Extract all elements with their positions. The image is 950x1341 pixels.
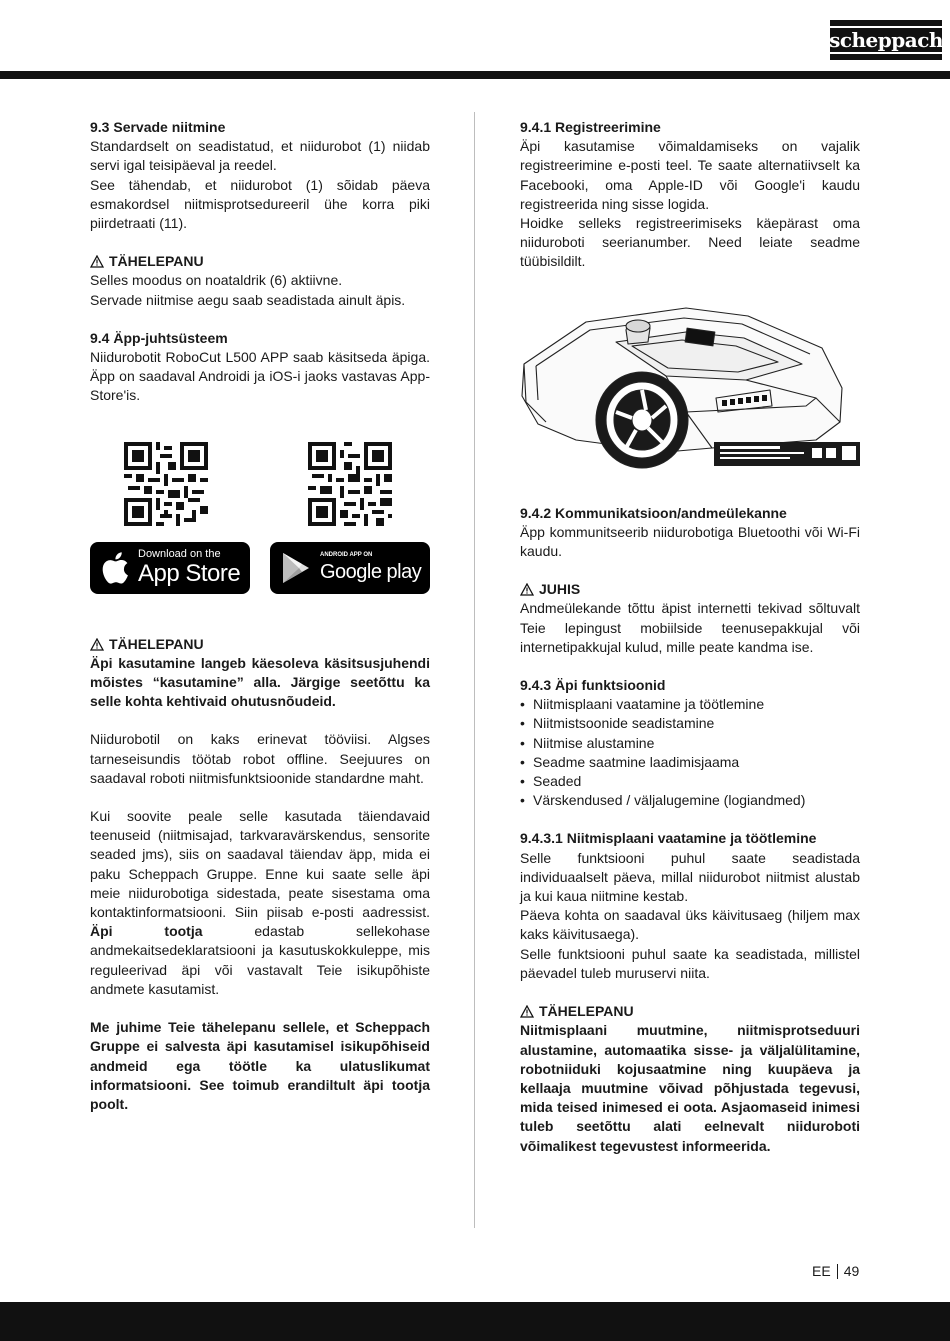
qr-codes: [124, 442, 392, 526]
warning-heading: TÄHELEPANU: [90, 635, 430, 654]
section-9-4-3-1-title: 9.4.3.1 Niitmisplaani vaatamine ja töötlemine: [520, 830, 817, 847]
google-play-badge[interactable]: ANDROID APP ON Google play: [270, 542, 430, 594]
section-9-3-title: 9.3 Servade niitmine: [90, 119, 226, 135]
warning-heading: TÄHELEPANU: [520, 1002, 860, 1021]
page-number: EE 49: [812, 1263, 860, 1279]
app-store-badge[interactable]: Download on the App Store: [90, 542, 250, 594]
section-9-4-1-p2: Hoidke selleks registreerimiseks käepärast oma niiduroboti seerianumber. Need leiate seadme tüübisildilt.: [520, 215, 860, 270]
list-item: • Seaded: [520, 772, 860, 791]
section-9-4-2-p1: Äpp kommunitseerib niidurobotiga Bluetoothi või Wi-Fi kaudu.: [520, 523, 860, 560]
header-rule: [0, 71, 950, 79]
app-store-badges: [90, 542, 430, 594]
qr-code-icon: [124, 442, 208, 526]
warning-2-text: Äpi kasutamine langeb käesoleva käsitsusjuhendi mõistes “kasutamine” alla. Järgige seetõttu ka selle kohta kehtivaid ohutusnõudeid.: [90, 654, 430, 710]
apple-icon: [100, 551, 130, 585]
list-item: • Niitmistsoonide seadistamine: [520, 714, 860, 733]
section-9-4-3-1-p3: Selle funktsiooni puhul saate ka seadistada, millistel päevadel tuleb muruservi niita.: [520, 945, 860, 981]
list-item: • Niitmisplaani vaatamine ja töötlemine: [520, 695, 860, 714]
section-9-4-p1: Niidurobotit RoboCut L500 APP saab käsitseda äpiga. Äpp on saadaval Androidi ja iOS-i jaoks vastavas App-Store'is.: [90, 349, 430, 404]
list-item: • Seadme saatmine laadimisjaama: [520, 753, 860, 772]
section-9-4-3-1-p2: Päeva kohta on saadaval üks käivitusaeg (hiljem max kaks käivitusaega).: [520, 907, 860, 943]
footer-bar: [0, 1302, 950, 1341]
column-divider: [474, 112, 475, 1228]
robot-mower-illustration: [516, 302, 864, 480]
left-column: [90, 118, 430, 1114]
warning-triangle-icon: [90, 638, 104, 651]
warning-1-line-1: Selles moodus on noataldrik (6) aktiivne.: [90, 272, 343, 289]
warning-1-line-2: Servade niitmise aegu saab seadistada ainult äpis.: [90, 291, 406, 308]
section-9-4-1-p1: Äpi kasutamise võimaldamiseks on vajalik registreerimine e-posti teel. Te saate alternatiivselt ka Facebooki, oma Apple-ID või Google'i kaudu registreerida ning sisse logida.: [520, 138, 860, 212]
section-9-3-p2: See tähendab, et niidurobot (1) sõidab päeva esmakordsel niitmisprotsedureeril ühe korra piki piirdetraati (11).: [90, 176, 430, 232]
warning-3-text: Niitmisplaani muutmine, niitmisprotseduuri alustamine, automaatika sisse- ja väljalülitamine, robotniiduki kojusaatmine ning kuupäeva ja kellaaja muutmine võivad põhjustada tegevusi, mida teised inimesed ei oota. Asjaomaseid inimesi tuleb seetõttu alati eelnevalt niiduroboti võimalikest tegevustest informeerida.: [520, 1022, 860, 1154]
section-9-4-title: 9.4 Äpp-juhtsüsteem: [90, 329, 228, 346]
section-9-3-p1: Standardselt on seadistatud, et niidurobot (1) niidab servi igal teisipäeval ja reedel.: [90, 138, 430, 174]
scheppach-logo: scheppach: [830, 20, 942, 60]
right-column: [520, 118, 860, 1156]
section-9-4-3-title: 9.4.3 Äpi funktsioonid: [520, 677, 666, 694]
note-heading: JUHIS: [520, 580, 860, 599]
warning-triangle-icon: [520, 1005, 534, 1018]
list-item: • Värskendused / väljalugemine (logiandmed): [520, 791, 860, 810]
warning-triangle-icon: [90, 255, 104, 268]
section-9-4-1-title: 9.4.1 Registreerimine: [520, 119, 661, 135]
modes-paragraph: Niidurobotil on kaks erinevat tööviisi. Algses tarneseisundis töötab robot offline. Seejuures on saadaval roboti niitmisfunktsioonide standardne maht.: [90, 731, 430, 786]
list-item: • Niitmise alustamine: [520, 734, 860, 753]
warning-triangle-icon: [520, 583, 534, 596]
google-play-icon: [280, 551, 312, 585]
extra-services-paragraph: Kui soovite peale selle kasutada täiendavaid teenuseid (niitmisajad, tarkvaravärskendus, sensorite seaded jms), siis on saadaval täiendav äpp, mida ei paku Scheppach Gruppe. Enne kui saate selle äpi meie niidurobotiga sidestada, peate sisestama oma kontaktinformatsiooni. Siin piisab e-posti aadressist. Äpi tootja edastab sellekohase andmekaitsedeklaratsiooni ja kasutuskokkuleppe, mis reguleerivad äpi või vastavalt Teie isikupõhiste andmete kasutamist.: [90, 808, 430, 997]
note-text: Andmeülekande tõttu äpist internetti tekivad sõltuvalt Teie lepingust mobiilside teenusepakkujal või internetipakkujal kulud, mille peate kandma ise.: [520, 600, 860, 655]
final-notice-paragraph: Me juhime Teie tähelepanu sellele, et Scheppach Gruppe ei salvesta äpi kasutamisel isikupõhiseid andmeid ega töötle ka ulatuslikumat informatsiooni. See toimub erandiltult äpi tootja poolt.: [90, 1019, 430, 1112]
warning-heading: TÄHELEPANU: [90, 252, 430, 271]
qr-code-icon: [308, 442, 392, 526]
section-9-4-2-title: 9.4.2 Kommunikatsioon/andmeülekanne: [520, 504, 787, 521]
section-9-4-3-1-p1: Selle funktsiooni puhul saate seadistada individuaalselt päeva, millal niidurobot niitmist alustab ja kui kaua niitmine kestab.: [520, 849, 860, 905]
app-functions-list: [520, 695, 860, 810]
